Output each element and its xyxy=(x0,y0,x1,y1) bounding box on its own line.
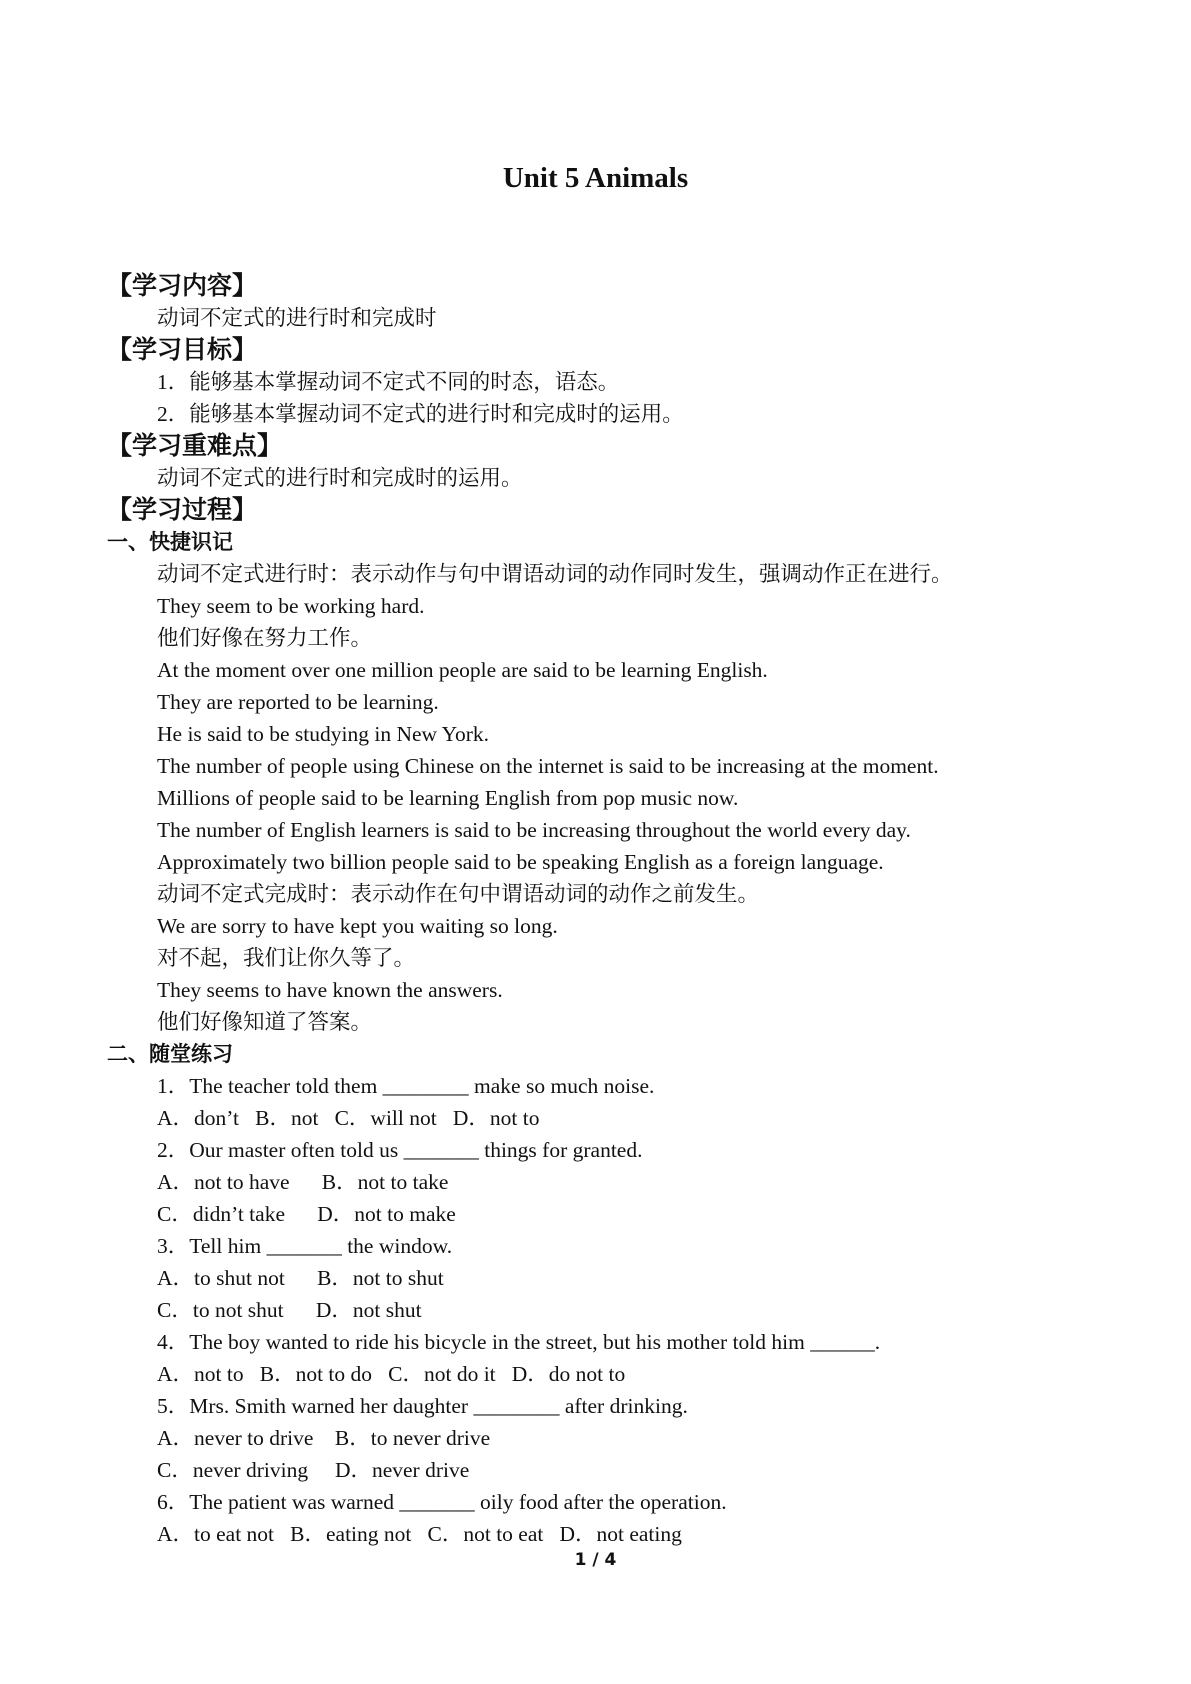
memory-line: Millions of people said to be learning English from pop music now. xyxy=(157,786,739,810)
memory-line: 动词不定式进行时：表示动作与句中谓语动词的动作同时发生，强调动作正在进行。 xyxy=(157,562,953,586)
document-body xyxy=(0,270,1191,1550)
section-heading-process: 【学习过程】 xyxy=(107,495,258,524)
question-5-options: C．never driving D．never drive xyxy=(157,1458,470,1482)
subsection-heading-memory: 一、快捷识记 xyxy=(107,530,233,554)
subsection-heading-practice: 二、随堂练习 xyxy=(107,1042,233,1066)
memory-line: At the moment over one million people are said to be learning English. xyxy=(157,658,768,682)
page-number: 1 / 4 xyxy=(574,1550,617,1570)
question-2-options: C．didn’t take D．not to make xyxy=(157,1202,456,1226)
question-3: 3．Tell him _______ the window. xyxy=(157,1234,453,1258)
content-line: 动词不定式的进行时和完成时 xyxy=(157,306,437,330)
memory-line: The number of people using Chinese on the internet is said to be increasing at the moment. xyxy=(157,754,939,778)
memory-line: The number of English learners is said to be increasing throughout the world every day. xyxy=(157,818,911,842)
goal-line: 2．能够基本掌握动词不定式的进行时和完成时的运用。 xyxy=(157,402,684,426)
page-title: Unit 5 Animals xyxy=(502,162,689,194)
memory-line: 他们好像在努力工作。 xyxy=(157,626,373,650)
question-3-options: A．to shut not B．not to shut xyxy=(157,1266,444,1290)
memory-line: He is said to be studying in New York. xyxy=(157,722,490,746)
goal-line: 1．能够基本掌握动词不定式不同的时态，语态。 xyxy=(157,370,620,394)
memory-line: We are sorry to have kept you waiting so long. xyxy=(157,914,558,938)
section-heading-key-points: 【学习重难点】 xyxy=(107,431,283,460)
question-2-options: A．not to have B．not to take xyxy=(157,1170,449,1194)
question-4: 4．The boy wanted to ride his bicycle in the street, but his mother told him ______. xyxy=(157,1330,881,1354)
question-3-options: C．to not shut D．not shut xyxy=(157,1298,422,1322)
question-1-options: A．don’t B．not C．will not D．not to xyxy=(157,1106,540,1130)
question-6-options: A．to eat not B．eating not C．not to eat D．not eating xyxy=(157,1522,682,1546)
memory-line: Approximately two billion people said to be speaking English as a foreign language. xyxy=(157,850,884,874)
section-heading-goals: 【学习目标】 xyxy=(107,335,258,364)
question-5: 5．Mrs. Smith warned her daughter ________ after drinking. xyxy=(157,1394,688,1418)
memory-line: They seem to be working hard. xyxy=(157,594,425,618)
question-2: 2．Our master often told us _______ things for granted. xyxy=(157,1138,643,1162)
key-point-line: 动词不定式的进行时和完成时的运用。 xyxy=(157,466,523,490)
memory-line: They are reported to be learning. xyxy=(157,690,439,714)
question-5-options: A．never to drive B．to never drive xyxy=(157,1426,491,1450)
question-6: 6．The patient was warned _______ oily food after the operation. xyxy=(157,1490,727,1514)
memory-line: They seems to have known the answers. xyxy=(157,978,503,1002)
memory-line: 对不起，我们让你久等了。 xyxy=(157,946,416,970)
memory-line: 他们好像知道了答案。 xyxy=(157,1010,373,1034)
section-heading-content: 【学习内容】 xyxy=(107,271,258,300)
question-4-options: A．not to B．not to do C．not do it D．do not to xyxy=(157,1362,626,1386)
memory-line: 动词不定式完成时：表示动作在句中谓语动词的动作之前发生。 xyxy=(157,882,760,906)
question-1: 1．The teacher told them ________ make so much noise. xyxy=(157,1074,655,1098)
